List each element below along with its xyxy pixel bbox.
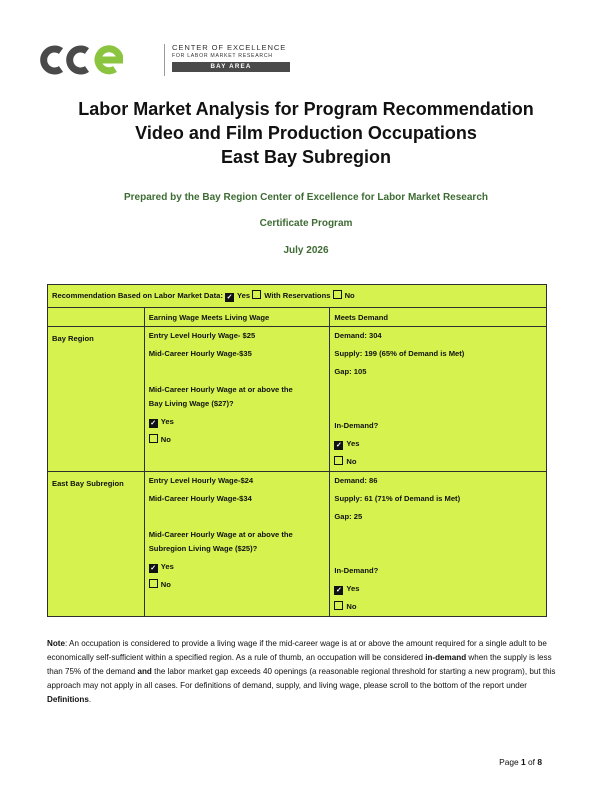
- note-paragraph: [47, 637, 567, 707]
- living-wage-question-2: Bay Living Wage ($27)?: [148, 399, 234, 408]
- mid-wage: Mid-Career Hourly Wage-$35: [148, 349, 252, 358]
- header-demand: Meets Demand: [330, 308, 547, 327]
- table-row: [48, 472, 547, 617]
- spacer: [334, 526, 542, 544]
- wage-yes-option: [149, 413, 326, 431]
- region-name: East Bay Subregion: [48, 472, 145, 617]
- checkbox-empty-icon: [149, 434, 158, 443]
- checkbox-checked-icon: ✓: [335, 587, 342, 594]
- wage-cell: [144, 327, 330, 472]
- checkbox-empty-icon: [252, 290, 261, 299]
- demand-value: Demand: 86: [334, 476, 378, 485]
- gap-value: Gap: 25: [334, 512, 363, 521]
- recommendation-no: No: [344, 291, 355, 300]
- note-in-demand: in-demand: [425, 653, 467, 662]
- table-row: [48, 327, 547, 472]
- wage-no-option: [149, 431, 326, 449]
- page-number: [499, 757, 542, 767]
- region-name: Bay Region: [48, 327, 145, 472]
- living-wage-question: Mid-Career Hourly Wage at or above the: [148, 530, 293, 539]
- note-text-3: the labor market gap exceeds 40 openings (a reasonable regional threshold for starting a new program), but this approach may not apply in all cases. For definitions of demand, supply, and living wage, please scroll to the bottom of the report under: [47, 667, 556, 690]
- logo-text: [172, 43, 292, 72]
- demand-cell: [330, 327, 547, 472]
- recommendation-reservations: With Reservations: [264, 291, 331, 300]
- entry-wage: Entry Level Hourly Wage-$24: [148, 476, 254, 485]
- report-title: [20, 97, 592, 169]
- coe-logo: [37, 42, 287, 80]
- spacer: [149, 363, 326, 381]
- coe-logo-mark-icon: [37, 44, 123, 76]
- wage-yes-option: [149, 558, 326, 576]
- note-text-1: : An occupation is considered to provide a living wage if the mid-career wage is at or above the amount required for a single adult to be economically self-sufficient within a specified region. As a rule of thumb, an occupation will be considered: [47, 639, 547, 662]
- wage-cell: [144, 472, 330, 617]
- note-end: .: [88, 695, 92, 704]
- supply-value: Supply: 199 (65% of Demand is Met): [334, 349, 465, 358]
- recommendation-yes: Yes: [237, 291, 251, 300]
- title-line-2: Video and Film Production Occupations: [135, 123, 477, 143]
- recommendation-row: [48, 285, 547, 308]
- demand-no-label: No: [346, 602, 357, 611]
- gap-value: Gap: 105: [334, 367, 367, 376]
- logo-divider: [164, 44, 165, 76]
- header-blank: [48, 308, 145, 327]
- page-total: 8: [537, 757, 542, 767]
- checkbox-empty-icon: [149, 579, 158, 588]
- demand-no-option: [334, 453, 542, 471]
- title-line-1: Labor Market Analysis for Program Recommendation: [78, 99, 534, 119]
- checkbox-checked-icon: ✓: [226, 294, 233, 301]
- logo-band-bay-area: BAY AREA: [172, 62, 290, 72]
- page-current: 1: [521, 757, 526, 767]
- demand-yes-option: [334, 580, 542, 598]
- note-text-2: when the supply is less than 75% of the demand: [47, 653, 552, 676]
- spacer: [149, 508, 326, 526]
- wage-no-label: No: [160, 580, 171, 589]
- recommendation-table: [47, 284, 547, 617]
- recommendation-label: Recommendation Based on Labor Market Data:: [52, 291, 223, 300]
- note-label: Note: [47, 639, 65, 648]
- demand-no-option: [334, 598, 542, 616]
- wage-no-label: No: [160, 435, 171, 444]
- demand-cell: [330, 472, 547, 617]
- report-date: July 2026: [283, 245, 329, 256]
- note-and: and: [137, 667, 152, 676]
- wage-yes-label: Yes: [160, 562, 174, 571]
- living-wage-question-2: Subregion Living Wage ($25)?: [148, 544, 258, 553]
- spacer: [334, 399, 542, 417]
- recommendation-cell: [48, 285, 547, 308]
- page-word: Page: [499, 757, 522, 767]
- logo-line-center: CENTER OF EXCELLENCE: [172, 43, 287, 52]
- program-type: Certificate Program: [259, 218, 353, 229]
- mid-wage: Mid-Career Hourly Wage-$34: [148, 494, 252, 503]
- demand-yes-label: Yes: [346, 584, 360, 593]
- supply-value: Supply: 61 (71% of Demand is Met): [334, 494, 461, 503]
- entry-wage: Entry Level Hourly Wage- $25: [148, 331, 256, 340]
- checkbox-empty-icon: [334, 456, 343, 465]
- living-wage-question: Mid-Career Hourly Wage at or above the: [148, 385, 293, 394]
- in-demand-question: In-Demand?: [334, 566, 379, 575]
- demand-no-label: No: [346, 457, 357, 466]
- checkbox-checked-icon: ✓: [150, 420, 157, 427]
- of-word: of: [525, 757, 538, 767]
- demand-yes-label: Yes: [346, 439, 360, 448]
- checkbox-checked-icon: ✓: [335, 442, 342, 449]
- title-line-3: East Bay Subregion: [220, 147, 392, 167]
- in-demand-question: In-Demand?: [334, 421, 379, 430]
- table-header-row: [48, 308, 547, 327]
- checkbox-checked-icon: ✓: [150, 565, 157, 572]
- wage-yes-label: Yes: [160, 417, 174, 426]
- logo-line-labor: FOR LABOR MARKET RESEARCH: [172, 53, 273, 59]
- demand-yes-option: [334, 435, 542, 453]
- wage-no-option: [149, 576, 326, 594]
- note-definitions: Definitions: [47, 695, 89, 704]
- spacer: [334, 544, 542, 562]
- demand-value: Demand: 304: [334, 331, 382, 340]
- header-wage: Earning Wage Meets Living Wage: [144, 308, 330, 327]
- checkbox-empty-icon: [333, 290, 342, 299]
- prepared-by: Prepared by the Bay Region Center of Excellence for Labor Market Research: [123, 192, 488, 203]
- checkbox-empty-icon: [334, 601, 343, 610]
- spacer: [334, 381, 542, 399]
